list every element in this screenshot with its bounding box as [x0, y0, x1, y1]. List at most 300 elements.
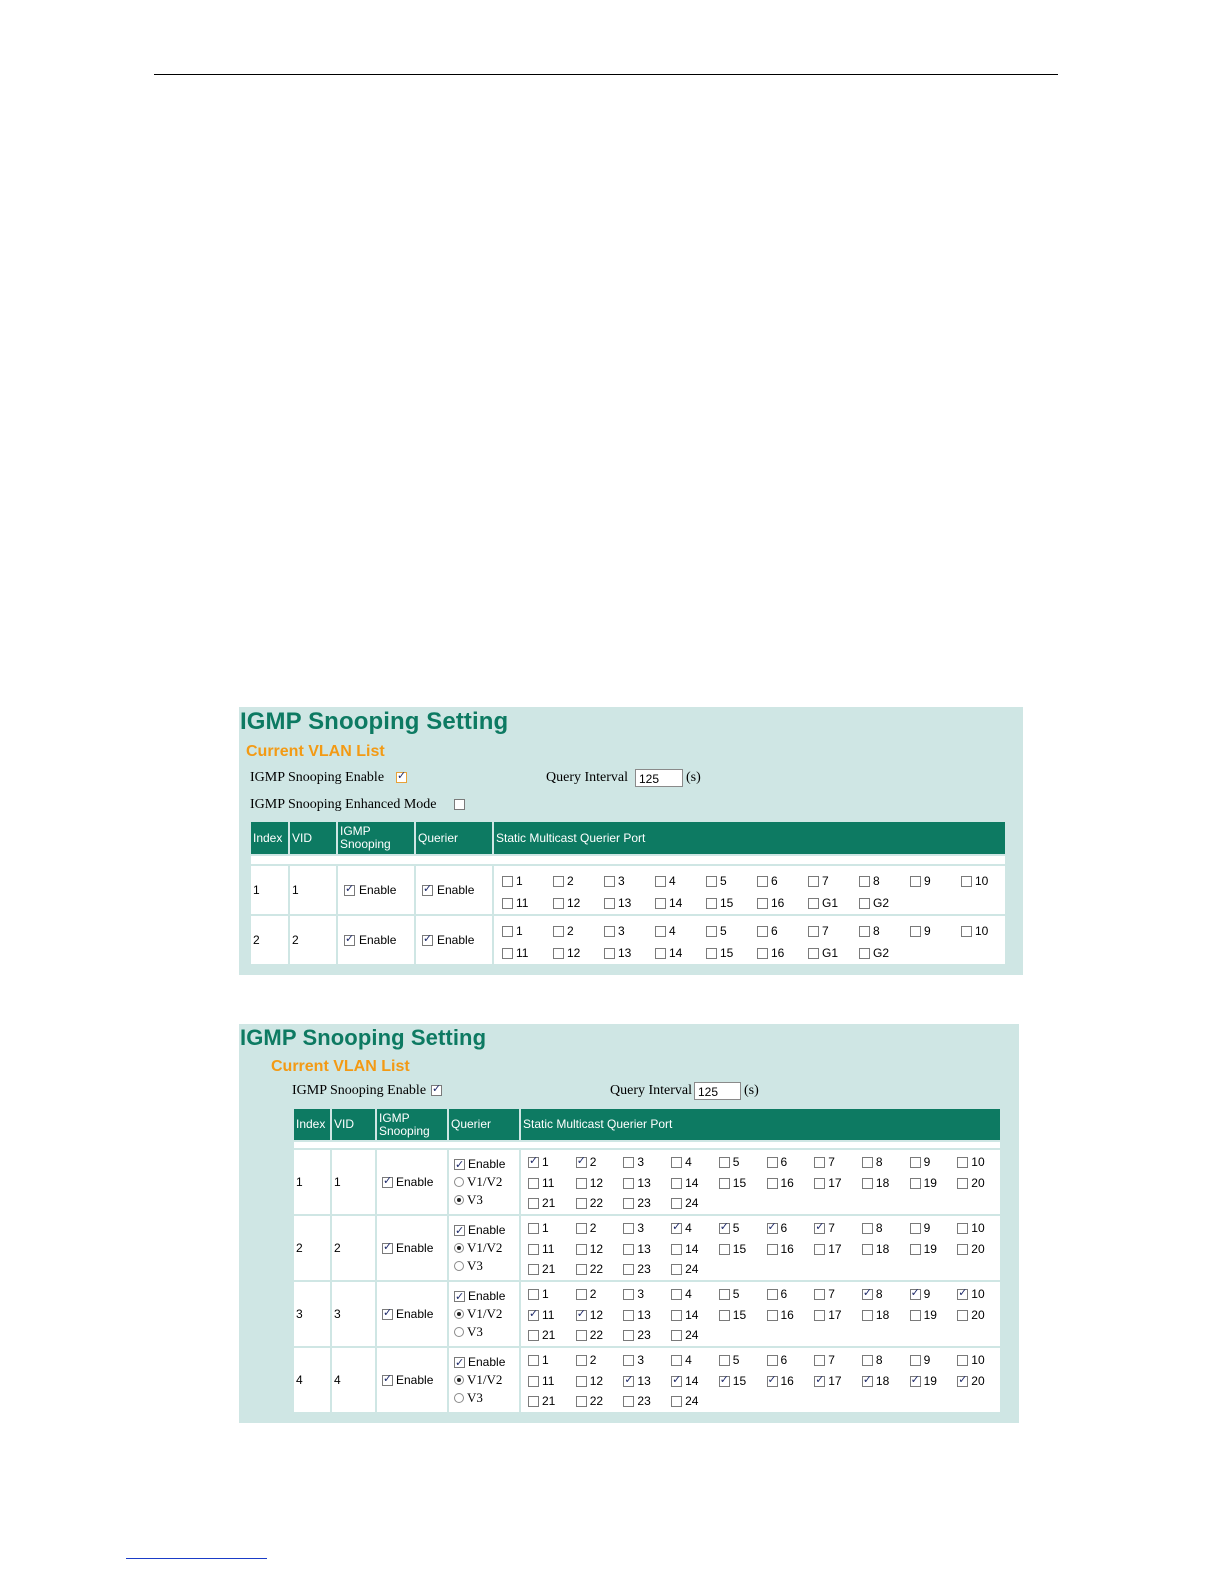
querier-enable-checkbox[interactable]: [454, 1159, 465, 1170]
port-checkbox[interactable]: [623, 1310, 634, 1321]
port-option[interactable]: [623, 1262, 650, 1276]
port-option[interactable]: [655, 896, 682, 910]
port-option[interactable]: [910, 1374, 937, 1388]
port-option[interactable]: [671, 1374, 698, 1388]
port-checkbox[interactable]: [957, 1244, 968, 1255]
port-checkbox[interactable]: [767, 1223, 778, 1234]
port-checkbox[interactable]: [767, 1376, 778, 1387]
port-checkbox[interactable]: [862, 1223, 873, 1234]
port-checkbox[interactable]: [671, 1289, 682, 1300]
port-checkbox[interactable]: [528, 1396, 539, 1407]
port-checkbox[interactable]: [859, 926, 870, 937]
port-option[interactable]: [528, 1308, 554, 1322]
port-option[interactable]: [528, 1374, 554, 1388]
port-option[interactable]: [576, 1394, 603, 1408]
port-checkbox[interactable]: [623, 1223, 634, 1234]
port-option[interactable]: [719, 1287, 740, 1301]
port-option[interactable]: [719, 1353, 740, 1367]
port-checkbox[interactable]: [576, 1244, 587, 1255]
port-checkbox[interactable]: [576, 1396, 587, 1407]
port-checkbox[interactable]: [859, 898, 870, 909]
port-option[interactable]: [808, 924, 829, 938]
igmp-snooping-enable-checkbox[interactable]: [382, 1243, 393, 1254]
port-checkbox[interactable]: [502, 876, 513, 887]
port-checkbox[interactable]: [910, 1355, 921, 1366]
port-option[interactable]: [862, 1374, 889, 1388]
port-option[interactable]: [576, 1308, 603, 1322]
port-checkbox[interactable]: [961, 876, 972, 887]
port-checkbox[interactable]: [623, 1355, 634, 1366]
port-option[interactable]: [814, 1242, 841, 1256]
port-checkbox[interactable]: [910, 876, 921, 887]
port-checkbox[interactable]: [862, 1310, 873, 1321]
port-option[interactable]: [757, 946, 784, 960]
port-option[interactable]: [623, 1308, 650, 1322]
port-checkbox[interactable]: [814, 1355, 825, 1366]
port-checkbox[interactable]: [910, 1289, 921, 1300]
port-option[interactable]: [576, 1155, 597, 1169]
port-checkbox[interactable]: [719, 1376, 730, 1387]
port-checkbox[interactable]: [814, 1289, 825, 1300]
port-option[interactable]: [671, 1221, 692, 1235]
port-option[interactable]: [767, 1287, 788, 1301]
port-option[interactable]: [706, 924, 727, 938]
port-option[interactable]: [757, 924, 778, 938]
querier-version-v1v2-radio[interactable]: [454, 1243, 464, 1253]
port-option[interactable]: [623, 1196, 650, 1210]
port-checkbox[interactable]: [808, 926, 819, 937]
port-checkbox[interactable]: [814, 1376, 825, 1387]
port-option[interactable]: [553, 946, 580, 960]
port-option[interactable]: [719, 1242, 746, 1256]
port-option[interactable]: [706, 874, 727, 888]
port-checkbox[interactable]: [910, 1223, 921, 1234]
port-option[interactable]: [604, 896, 631, 910]
querier-version-v3-radio[interactable]: [454, 1393, 464, 1403]
port-checkbox[interactable]: [671, 1330, 682, 1341]
port-checkbox[interactable]: [910, 1310, 921, 1321]
port-checkbox[interactable]: [957, 1355, 968, 1366]
querier-version-v1v2-option[interactable]: [454, 1173, 517, 1191]
port-checkbox[interactable]: [671, 1355, 682, 1366]
port-checkbox[interactable]: [576, 1178, 587, 1189]
port-option[interactable]: [623, 1287, 644, 1301]
port-option[interactable]: [957, 1155, 984, 1169]
port-option[interactable]: [576, 1287, 597, 1301]
port-checkbox[interactable]: [706, 898, 717, 909]
port-checkbox[interactable]: [862, 1244, 873, 1255]
port-option[interactable]: [859, 946, 889, 960]
port-option[interactable]: [957, 1308, 984, 1322]
port-checkbox[interactable]: [576, 1198, 587, 1209]
querier-version-v1v2-option[interactable]: [454, 1239, 517, 1257]
port-checkbox[interactable]: [528, 1223, 539, 1234]
port-checkbox[interactable]: [528, 1264, 539, 1275]
querier-version-v3-option[interactable]: [454, 1323, 517, 1341]
querier-version-v1v2-radio[interactable]: [454, 1309, 464, 1319]
querier-enable-checkbox[interactable]: [454, 1291, 465, 1302]
port-checkbox[interactable]: [576, 1289, 587, 1300]
port-option[interactable]: [910, 1242, 937, 1256]
port-option[interactable]: [814, 1287, 835, 1301]
port-option[interactable]: [528, 1242, 554, 1256]
port-checkbox[interactable]: [671, 1396, 682, 1407]
port-checkbox[interactable]: [957, 1310, 968, 1321]
port-option[interactable]: [553, 874, 574, 888]
port-option[interactable]: [706, 896, 733, 910]
querier-version-v3-radio[interactable]: [454, 1195, 464, 1205]
port-checkbox[interactable]: [808, 948, 819, 959]
port-option[interactable]: [719, 1221, 740, 1235]
port-option[interactable]: [957, 1176, 984, 1190]
port-option[interactable]: [719, 1374, 746, 1388]
igmp-snooping-enable-checkbox[interactable]: [382, 1309, 393, 1320]
port-option[interactable]: [859, 924, 880, 938]
port-checkbox[interactable]: [671, 1310, 682, 1321]
port-option[interactable]: [553, 896, 580, 910]
port-checkbox[interactable]: [604, 876, 615, 887]
port-checkbox[interactable]: [910, 1157, 921, 1168]
port-option[interactable]: [719, 1308, 746, 1322]
igmp-snooping-enable-checkbox[interactable]: [344, 885, 355, 896]
port-option[interactable]: [767, 1353, 788, 1367]
port-checkbox[interactable]: [719, 1244, 730, 1255]
port-option[interactable]: [862, 1242, 889, 1256]
port-option[interactable]: [576, 1242, 603, 1256]
port-option[interactable]: [671, 1176, 698, 1190]
port-option[interactable]: [814, 1176, 841, 1190]
querier-version-v1v2-radio[interactable]: [454, 1177, 464, 1187]
querier-enable-option[interactable]: [454, 1288, 517, 1305]
igmp-snooping-enable-checkbox[interactable]: [344, 935, 355, 946]
query-interval-input[interactable]: 125: [635, 769, 683, 787]
port-option[interactable]: [576, 1353, 597, 1367]
port-checkbox[interactable]: [767, 1355, 778, 1366]
port-checkbox[interactable]: [553, 926, 564, 937]
igmp-enable-checkbox[interactable]: [396, 772, 407, 783]
port-checkbox[interactable]: [623, 1178, 634, 1189]
querier-enable-checkbox[interactable]: [454, 1357, 465, 1368]
port-checkbox[interactable]: [862, 1157, 873, 1168]
port-option[interactable]: [862, 1287, 883, 1301]
port-option[interactable]: [767, 1308, 794, 1322]
port-option[interactable]: [961, 874, 988, 888]
port-checkbox[interactable]: [528, 1289, 539, 1300]
port-option[interactable]: [910, 924, 931, 938]
port-option[interactable]: [910, 1221, 931, 1235]
port-option[interactable]: [957, 1287, 984, 1301]
port-option[interactable]: [576, 1221, 597, 1235]
port-checkbox[interactable]: [655, 876, 666, 887]
port-option[interactable]: [719, 1155, 740, 1169]
port-checkbox[interactable]: [957, 1178, 968, 1189]
port-checkbox[interactable]: [757, 898, 768, 909]
port-option[interactable]: [655, 924, 676, 938]
port-option[interactable]: [757, 874, 778, 888]
port-option[interactable]: [655, 946, 682, 960]
port-option[interactable]: [623, 1328, 650, 1342]
port-option[interactable]: [859, 896, 889, 910]
port-option[interactable]: [528, 1176, 554, 1190]
port-option[interactable]: [502, 946, 528, 960]
port-option[interactable]: [623, 1176, 650, 1190]
port-checkbox[interactable]: [808, 876, 819, 887]
port-option[interactable]: [957, 1374, 984, 1388]
query-interval-input[interactable]: 125: [694, 1082, 741, 1100]
port-checkbox[interactable]: [814, 1157, 825, 1168]
port-option[interactable]: [910, 1353, 931, 1367]
port-checkbox[interactable]: [767, 1310, 778, 1321]
port-checkbox[interactable]: [528, 1178, 539, 1189]
port-option[interactable]: [623, 1394, 650, 1408]
port-option[interactable]: [767, 1155, 788, 1169]
port-option[interactable]: [671, 1308, 698, 1322]
port-option[interactable]: [757, 896, 784, 910]
querier-version-v3-option[interactable]: [454, 1191, 517, 1209]
port-option[interactable]: [528, 1221, 549, 1235]
port-option[interactable]: [808, 946, 838, 960]
port-option[interactable]: [957, 1221, 984, 1235]
port-option[interactable]: [910, 1287, 931, 1301]
port-checkbox[interactable]: [862, 1376, 873, 1387]
port-checkbox[interactable]: [859, 948, 870, 959]
port-checkbox[interactable]: [623, 1289, 634, 1300]
port-option[interactable]: [528, 1394, 555, 1408]
querier-enable-option[interactable]: [454, 1156, 517, 1173]
port-checkbox[interactable]: [502, 948, 513, 959]
port-checkbox[interactable]: [706, 926, 717, 937]
port-checkbox[interactable]: [502, 898, 513, 909]
port-checkbox[interactable]: [553, 948, 564, 959]
port-checkbox[interactable]: [502, 926, 513, 937]
port-option[interactable]: [859, 874, 880, 888]
port-option[interactable]: [957, 1242, 984, 1256]
port-checkbox[interactable]: [767, 1157, 778, 1168]
port-option[interactable]: [671, 1353, 692, 1367]
port-option[interactable]: [957, 1353, 984, 1367]
port-option[interactable]: [623, 1353, 644, 1367]
port-option[interactable]: [502, 874, 523, 888]
port-checkbox[interactable]: [757, 948, 768, 959]
port-checkbox[interactable]: [528, 1157, 539, 1168]
port-checkbox[interactable]: [859, 876, 870, 887]
port-checkbox[interactable]: [623, 1330, 634, 1341]
port-option[interactable]: [814, 1374, 841, 1388]
port-option[interactable]: [767, 1242, 794, 1256]
port-checkbox[interactable]: [655, 898, 666, 909]
port-option[interactable]: [814, 1221, 835, 1235]
port-checkbox[interactable]: [757, 926, 768, 937]
port-option[interactable]: [671, 1155, 692, 1169]
querier-enable-option[interactable]: [454, 1354, 517, 1371]
port-checkbox[interactable]: [767, 1289, 778, 1300]
port-checkbox[interactable]: [623, 1157, 634, 1168]
querier-version-v1v2-option[interactable]: [454, 1305, 517, 1323]
port-option[interactable]: [623, 1155, 644, 1169]
port-option[interactable]: [671, 1262, 698, 1276]
port-option[interactable]: [961, 924, 988, 938]
port-option[interactable]: [910, 1155, 931, 1169]
port-option[interactable]: [814, 1353, 835, 1367]
port-checkbox[interactable]: [655, 926, 666, 937]
port-option[interactable]: [528, 1353, 549, 1367]
port-option[interactable]: [623, 1221, 644, 1235]
port-option[interactable]: [862, 1353, 883, 1367]
port-option[interactable]: [528, 1196, 555, 1210]
port-option[interactable]: [719, 1176, 746, 1190]
port-option[interactable]: [576, 1328, 603, 1342]
port-option[interactable]: [604, 946, 631, 960]
port-option[interactable]: [862, 1308, 889, 1322]
igmp-snooping-enable-checkbox[interactable]: [382, 1375, 393, 1386]
port-option[interactable]: [604, 924, 625, 938]
port-option[interactable]: [706, 946, 733, 960]
port-option[interactable]: [910, 1308, 937, 1322]
port-checkbox[interactable]: [553, 898, 564, 909]
port-checkbox[interactable]: [604, 898, 615, 909]
port-checkbox[interactable]: [528, 1198, 539, 1209]
port-option[interactable]: [671, 1242, 698, 1256]
port-option[interactable]: [767, 1176, 794, 1190]
port-checkbox[interactable]: [706, 876, 717, 887]
port-checkbox[interactable]: [576, 1310, 587, 1321]
port-checkbox[interactable]: [576, 1376, 587, 1387]
port-checkbox[interactable]: [623, 1198, 634, 1209]
querier-version-v3-radio[interactable]: [454, 1327, 464, 1337]
port-checkbox[interactable]: [671, 1157, 682, 1168]
port-checkbox[interactable]: [671, 1264, 682, 1275]
port-option[interactable]: [808, 874, 829, 888]
port-option[interactable]: [528, 1155, 549, 1169]
enhanced-mode-checkbox[interactable]: [454, 799, 465, 810]
port-checkbox[interactable]: [719, 1289, 730, 1300]
port-checkbox[interactable]: [862, 1355, 873, 1366]
port-checkbox[interactable]: [553, 876, 564, 887]
querier-version-v3-option[interactable]: [454, 1389, 517, 1407]
port-checkbox[interactable]: [576, 1355, 587, 1366]
querier-version-v1v2-option[interactable]: [454, 1371, 517, 1389]
port-checkbox[interactable]: [910, 1244, 921, 1255]
port-checkbox[interactable]: [623, 1396, 634, 1407]
port-option[interactable]: [814, 1308, 841, 1322]
port-option[interactable]: [814, 1155, 835, 1169]
querier-enable-checkbox[interactable]: [454, 1225, 465, 1236]
port-checkbox[interactable]: [623, 1264, 634, 1275]
port-checkbox[interactable]: [961, 926, 972, 937]
port-checkbox[interactable]: [706, 948, 717, 959]
port-checkbox[interactable]: [957, 1223, 968, 1234]
port-checkbox[interactable]: [957, 1157, 968, 1168]
igmp-snooping-enable-checkbox[interactable]: [382, 1177, 393, 1188]
port-option[interactable]: [528, 1287, 549, 1301]
port-option[interactable]: [671, 1196, 698, 1210]
port-checkbox[interactable]: [604, 948, 615, 959]
port-checkbox[interactable]: [623, 1244, 634, 1255]
port-option[interactable]: [862, 1221, 883, 1235]
port-checkbox[interactable]: [671, 1198, 682, 1209]
port-checkbox[interactable]: [757, 876, 768, 887]
port-checkbox[interactable]: [910, 926, 921, 937]
port-checkbox[interactable]: [576, 1157, 587, 1168]
port-checkbox[interactable]: [576, 1223, 587, 1234]
port-option[interactable]: [502, 924, 523, 938]
port-checkbox[interactable]: [862, 1178, 873, 1189]
port-checkbox[interactable]: [814, 1244, 825, 1255]
port-checkbox[interactable]: [862, 1289, 873, 1300]
port-option[interactable]: [862, 1176, 889, 1190]
port-option[interactable]: [910, 1176, 937, 1190]
port-option[interactable]: [623, 1242, 650, 1256]
querier-version-v3-radio[interactable]: [454, 1261, 464, 1271]
port-option[interactable]: [910, 874, 931, 888]
querier-enable-checkbox[interactable]: [422, 885, 433, 896]
port-option[interactable]: [528, 1262, 555, 1276]
port-option[interactable]: [671, 1287, 692, 1301]
querier-enable-option[interactable]: [454, 1222, 517, 1239]
port-checkbox[interactable]: [719, 1157, 730, 1168]
port-option[interactable]: [576, 1374, 603, 1388]
port-checkbox[interactable]: [808, 898, 819, 909]
port-checkbox[interactable]: [604, 926, 615, 937]
port-checkbox[interactable]: [719, 1178, 730, 1189]
port-checkbox[interactable]: [910, 1178, 921, 1189]
port-checkbox[interactable]: [719, 1310, 730, 1321]
port-checkbox[interactable]: [671, 1178, 682, 1189]
port-checkbox[interactable]: [767, 1244, 778, 1255]
igmp-enable-checkbox[interactable]: [431, 1085, 442, 1096]
port-option[interactable]: [576, 1196, 603, 1210]
querier-version-v1v2-radio[interactable]: [454, 1375, 464, 1385]
port-checkbox[interactable]: [671, 1244, 682, 1255]
port-checkbox[interactable]: [814, 1310, 825, 1321]
port-option[interactable]: [576, 1176, 603, 1190]
port-option[interactable]: [671, 1328, 698, 1342]
port-checkbox[interactable]: [576, 1330, 587, 1341]
port-option[interactable]: [528, 1328, 555, 1342]
port-checkbox[interactable]: [655, 948, 666, 959]
port-checkbox[interactable]: [719, 1355, 730, 1366]
port-option[interactable]: [655, 874, 676, 888]
port-option[interactable]: [862, 1155, 883, 1169]
port-checkbox[interactable]: [814, 1178, 825, 1189]
port-checkbox[interactable]: [528, 1376, 539, 1387]
port-checkbox[interactable]: [957, 1376, 968, 1387]
port-checkbox[interactable]: [814, 1223, 825, 1234]
port-option[interactable]: [576, 1262, 603, 1276]
port-option[interactable]: [767, 1374, 794, 1388]
querier-enable-checkbox[interactable]: [422, 935, 433, 946]
port-checkbox[interactable]: [957, 1289, 968, 1300]
port-option[interactable]: [623, 1374, 650, 1388]
port-checkbox[interactable]: [528, 1310, 539, 1321]
port-option[interactable]: [604, 874, 625, 888]
port-option[interactable]: [671, 1394, 698, 1408]
port-option[interactable]: [502, 896, 528, 910]
port-checkbox[interactable]: [767, 1178, 778, 1189]
port-checkbox[interactable]: [576, 1264, 587, 1275]
port-checkbox[interactable]: [910, 1376, 921, 1387]
port-checkbox[interactable]: [528, 1330, 539, 1341]
port-checkbox[interactable]: [671, 1223, 682, 1234]
port-checkbox[interactable]: [528, 1244, 539, 1255]
querier-version-v3-option[interactable]: [454, 1257, 517, 1275]
port-option[interactable]: [553, 924, 574, 938]
port-checkbox[interactable]: [719, 1223, 730, 1234]
port-option[interactable]: [767, 1221, 788, 1235]
port-checkbox[interactable]: [528, 1355, 539, 1366]
port-checkbox[interactable]: [623, 1376, 634, 1387]
port-option[interactable]: [808, 896, 838, 910]
